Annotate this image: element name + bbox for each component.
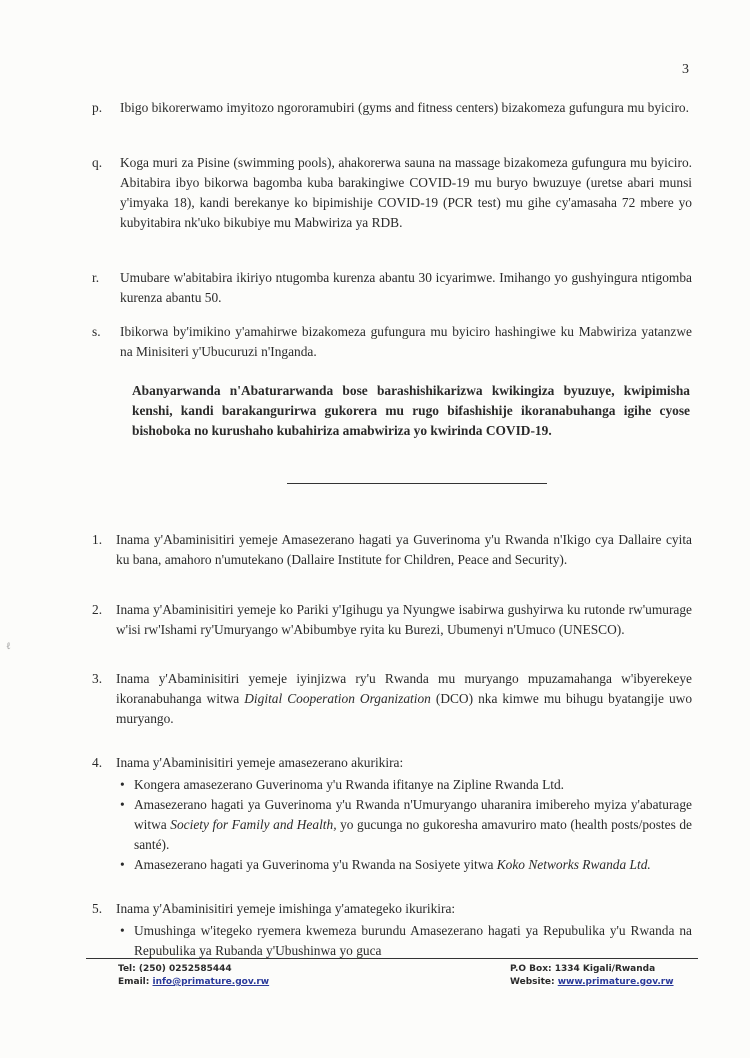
item-text: Umubare w'abitabira ikiriyo ntugomba kurenza abantu 30 icyarimwe. Imihango yo gushyingura ntigomba kurenza abantu 50. xyxy=(120,270,692,305)
bullet-icon: • xyxy=(120,857,125,872)
margin-mark: ℓ xyxy=(6,641,11,652)
item-text: Ibigo bikorerwamo imyitozo ngororamubiri (gyms and fitness centers) bizakomeza gufungura mu byiciro. xyxy=(120,100,689,115)
sub-list-item: • Umushinga w'itegeko ryemera kwemeza burundu Amasezerano hagati ya Repubulika y'u Rwanda na Repubulika ya Rubanda y'Ubushinwa yo guca xyxy=(120,923,692,958)
resolution-item-5 xyxy=(92,899,692,961)
footer-contact xyxy=(118,963,269,989)
item-number: 5. xyxy=(92,901,103,916)
item-text: Inama y'Abaminisitiri yemeje ko Pariki y'Igihugu ya Nyungwe isabirwa gushyirwa ku rutonde rw'umurage w'isi rw'Ishami ry'Umuryango w'Abibumbye ryita ku Burezi, Ubumenyi n'Umuco (UNESCO). xyxy=(116,602,692,637)
bullet-icon: • xyxy=(120,777,125,792)
item-text xyxy=(116,669,692,729)
page-number: 3 xyxy=(682,62,689,77)
footer-website-row: Website: www.primature.gov.rw xyxy=(510,977,674,987)
website-link[interactable]: www.primature.gov.rw xyxy=(557,977,674,987)
sub-list-item: • Kongera amasezerano Guverinoma y'u Rwanda ifitanye na Zipline Rwanda Ltd. xyxy=(116,775,692,795)
item-marker: s. xyxy=(92,324,101,339)
item-text: Inama y'Abaminisitiri yemeje imishinga y'amategeko ikurikira: xyxy=(116,901,456,916)
item-text-start: Inama y'Abaminisitiri yemeje iyinjizwa ry'u Rwanda mu muryango mpuzamahanga w'ibyerekeye ikoranabuhanga witwa xyxy=(116,671,692,706)
resolution-item-4 xyxy=(92,753,692,875)
sub-list-item: • Amasezerano hagati ya Guverinoma y'u Rwanda na Sosiyete yitwa Koko Networks Rwanda Ltd. xyxy=(116,855,692,875)
footer-address xyxy=(510,963,674,989)
footer-rule xyxy=(86,958,698,959)
section-divider xyxy=(287,483,547,484)
item-text: Inama y'Abaminisitiri yemeje Amasezerano hagati ya Guverinoma y'u Rwanda n'Ikigo cya Dallaire cyita ku bana, amahoro n'umutekano (Dallaire Institute for Children, Peace and Security). xyxy=(116,532,692,567)
item-marker: r. xyxy=(92,270,100,285)
sub-list-item: • Amasezerano hagati ya Guverinoma y'u Rwanda n'Umuryango uharanira imibereho myiza y'abaturage witwa Society for Family and Health, yo gucunga no gukoresha amavuriro mato (health posts/postes de santé). xyxy=(120,797,692,852)
list-item-p xyxy=(92,98,692,118)
bullet-icon: • xyxy=(120,797,125,812)
list-item-r xyxy=(92,268,692,308)
item-text: Ibikorwa by'imikino y'amahirwe bizakomeza gufungura mu byiciro hashingiwe ku Mabwiriza yatanzwe na Minisiteri y'Ubucuruzi n'Inganda. xyxy=(120,324,692,359)
item-marker: p. xyxy=(92,100,103,115)
footer-po-box: P.O Box: 1334 Kigali/Rwanda xyxy=(510,964,656,974)
list-item-q xyxy=(92,153,692,233)
item-number: 3. xyxy=(92,671,103,686)
item-number: 4. xyxy=(92,755,103,770)
footer-email-row: Email: info@primature.gov.rw xyxy=(118,977,270,987)
list-item-s xyxy=(92,322,692,362)
resolution-item-2 xyxy=(92,600,692,640)
sub-list xyxy=(116,921,692,961)
item-text: Koga muri za Pisine (swimming pools), ahakorerwa sauna na massage bizakomeza gufungura mu byiciro. Abitabira ibyo bikorwa bagomba kuba barakingiwe COVID-19 mu buryo bwuzuye (uretse abari munsi y'imyaka 18), kandi berekanye ko bipimishije COVID-19 (PCR test) mu gihe cy'amasaha 72 mbere yo kubyitabira nk'uko bikubiye mu Mabwiriza ya RDB. xyxy=(120,155,692,230)
organization-name: Digital Cooperation Organization xyxy=(244,691,431,706)
item-text: Inama y'Abaminisitiri yemeje amasezerano akurikira: xyxy=(116,755,404,770)
item-text-end: (DCO) nka kimwe mu bihugu byatangije uwo muryango. xyxy=(116,691,693,726)
item-number: 1. xyxy=(92,532,103,547)
resolution-item-3 xyxy=(92,669,692,729)
email-link[interactable]: info@primature.gov.rw xyxy=(152,977,270,987)
bold-note: Abanyarwanda n'Abaturarwanda bose barashishikarizwa kwikingiza byuzuye, kwipimisha kenshi, kandi barakangurirwa gukorera mu rugo bifashishije ikoranabuhanga igihe cyose bishoboka no kurushaho kubahiriza amabwiriza yo kwirinda COVID-19. xyxy=(132,383,690,438)
resolution-item-1 xyxy=(92,530,692,570)
item-number: 2. xyxy=(92,602,103,617)
footer-tel: Tel: (250) 0252585444 xyxy=(118,964,232,974)
item-marker: q. xyxy=(92,155,103,170)
sub-list xyxy=(116,775,692,875)
bullet-icon: • xyxy=(120,923,125,938)
